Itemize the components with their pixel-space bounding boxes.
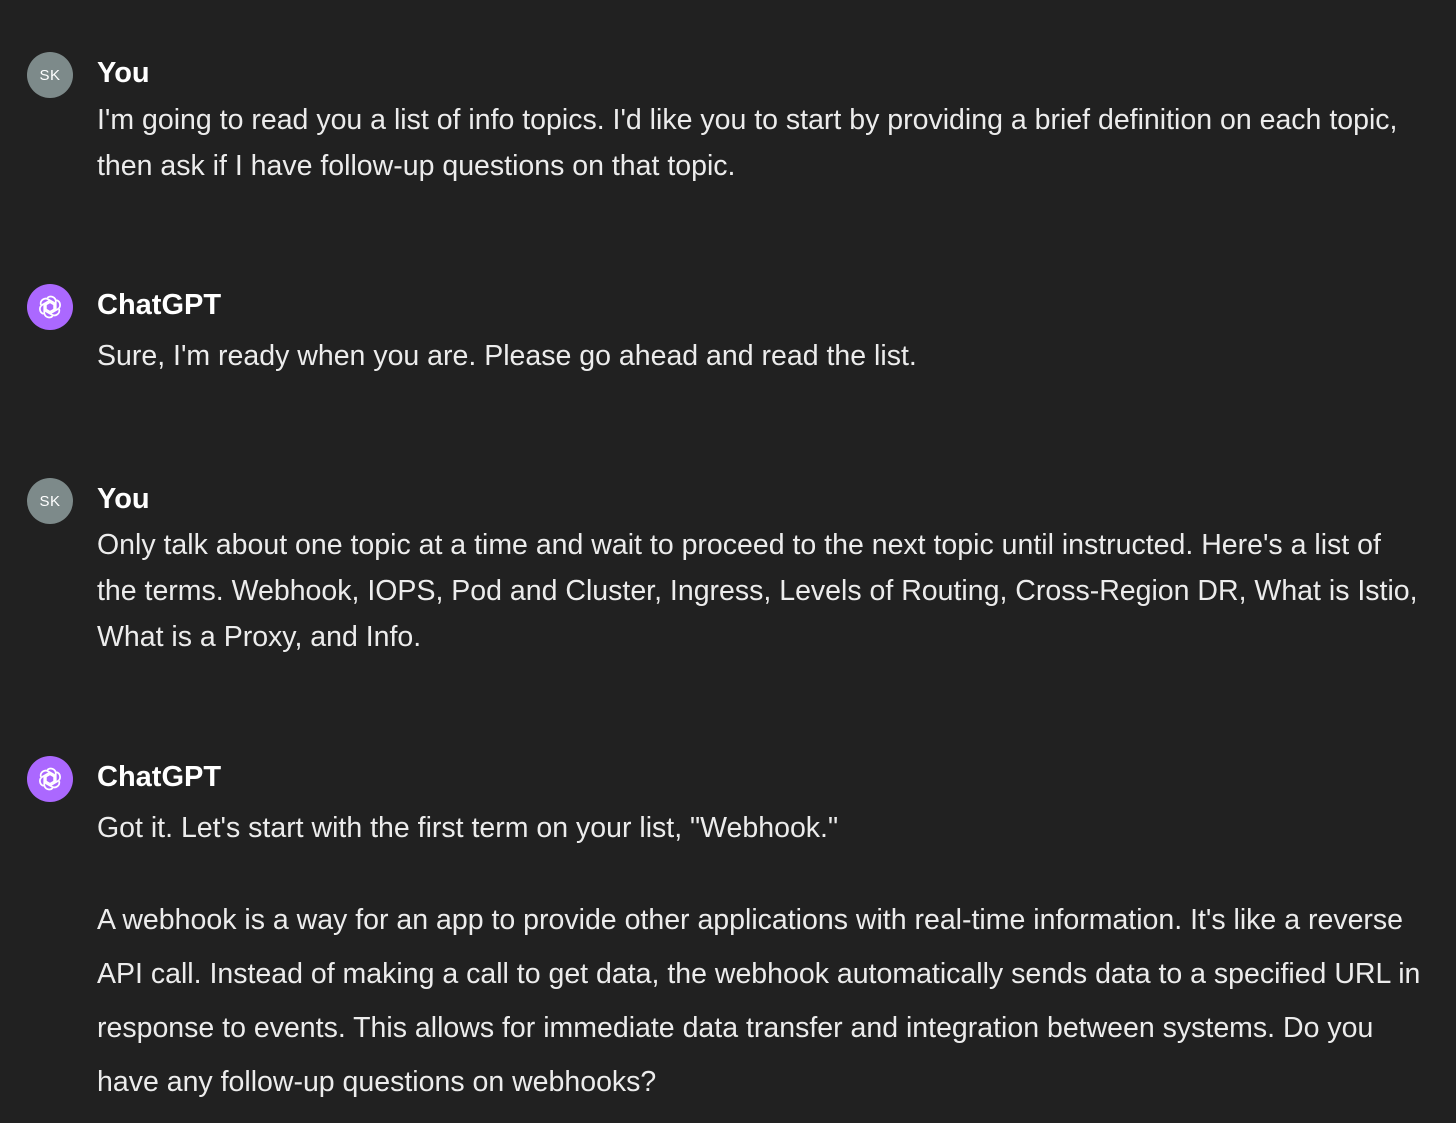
user-avatar: [27, 52, 73, 98]
avatar-initials: SK: [39, 66, 61, 84]
message-author: You: [97, 57, 150, 89]
message-text: Got it. Let's start with the first term on your list, "Webhook.": [97, 812, 839, 844]
assistant-avatar: [27, 284, 73, 330]
message-author: ChatGPT: [97, 761, 222, 793]
assistant-avatar: [27, 756, 73, 802]
openai-logo-icon: [35, 292, 65, 322]
openai-logo-icon: [35, 764, 65, 794]
avatar-initials: SK: [39, 492, 61, 510]
message-text: A webhook is a way for an app to provide other applications with real-time information. It's like a reverse API call. Instead of making a call to get data, the webhook automatically sends data to a specified URL in response to events. This allows for immediate data transfer and integration between systems. Do you have any follow-up questions on webhooks?: [97, 904, 1421, 1098]
user-avatar: [27, 478, 73, 524]
message-text: I'm going to read you a list of info topics. I'd like you to start by providing a brief definition on each topic, then ask if I have follow-up questions on that topic.: [97, 104, 1398, 182]
message-text: Sure, I'm ready when you are. Please go ahead and read the list.: [97, 340, 917, 372]
message-text: Only talk about one topic at a time and wait to proceed to the next topic until instructed. Here's a list of the terms. Webhook, IOPS, Pod and Cluster, Ingress, Levels of Routing, Cross-Region DR, What is Istio, What is a Proxy, and Info.: [97, 529, 1418, 653]
message-author: ChatGPT: [97, 289, 222, 321]
message-author: You: [97, 483, 150, 515]
